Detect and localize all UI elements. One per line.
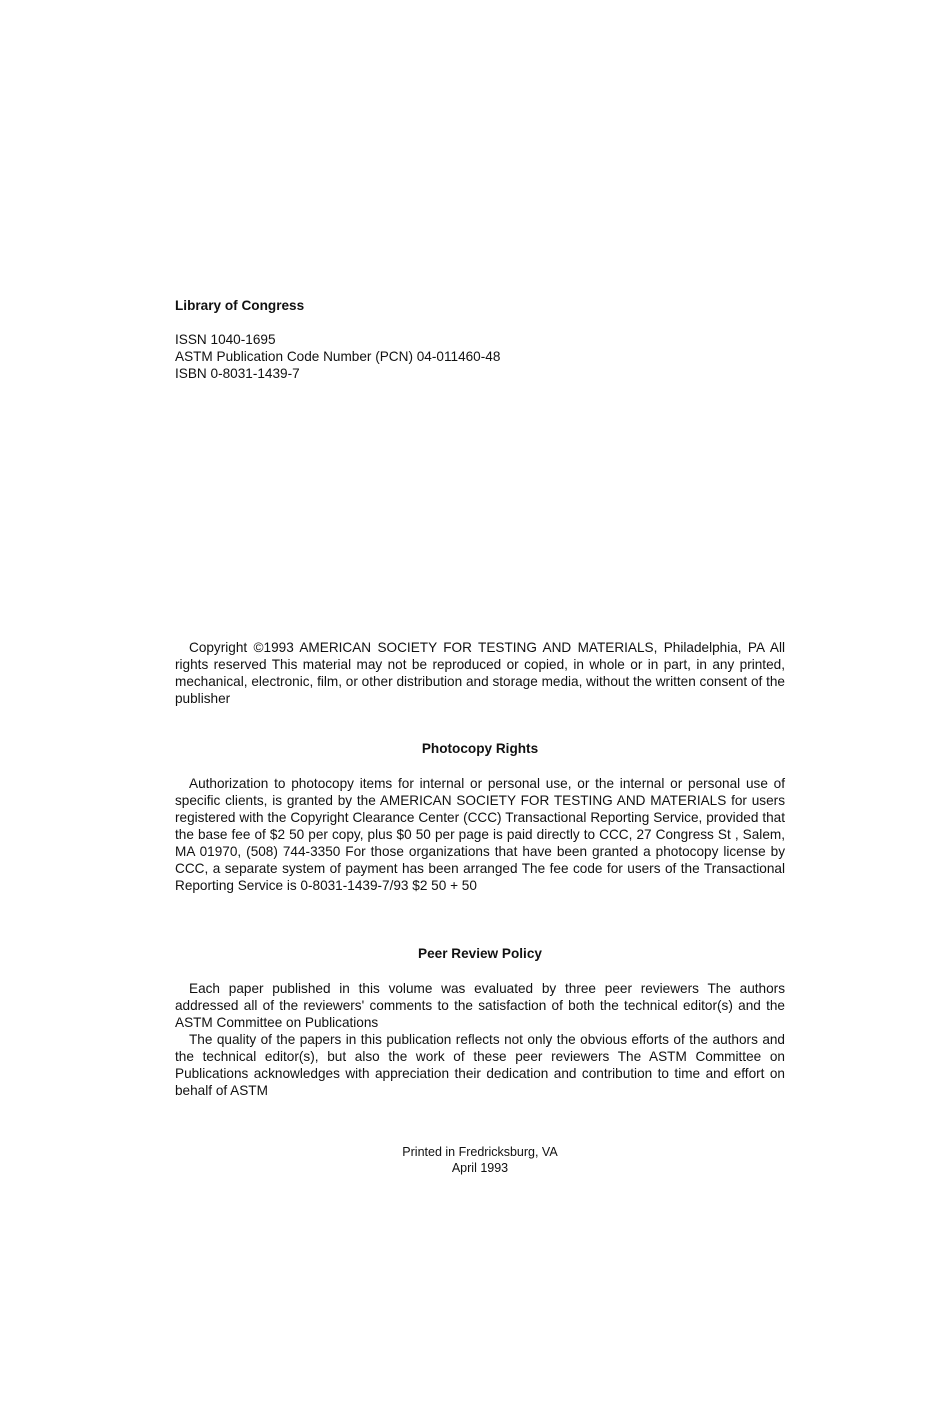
peer-review-section bbox=[175, 980, 785, 1099]
printed-location: Printed in Fredricksburg, VA bbox=[402, 1145, 558, 1159]
copyright-notice: Copyright ©1993 AMERICAN SOCIETY FOR TESTING AND MATERIALS, Philadelphia, PA All rights reserved This material may not be reproduced or copied, in whole or in part, in any printed, mechanical, electronic, film, or other distribution and storage media, without the written consent of the publisher bbox=[175, 640, 785, 706]
printed-date: April 1993 bbox=[451, 1161, 509, 1175]
library-of-congress-section bbox=[175, 297, 785, 382]
printing-info bbox=[175, 1144, 785, 1176]
photocopy-rights-text: Authorization to photocopy items for internal or personal use, or the internal or personal use of specific clients, is granted by the AMERICAN SOCIETY FOR TESTING AND MATERIALS for users registered with the Copyright Clearance Center (CCC) Transactional Reporting Service, provided that the base fee of $2 50 per copy, plus $0 50 per page is paid directly to CCC, 27 Congress St , Salem, MA 01970, (508) 744-3350 For those organizations that have been granted a photocopy license by CCC, a separate system of payment has been arranged The fee code for users of the Transactional Reporting Service is 0-8031-1439-7/93 $2 50 + 50 bbox=[175, 776, 785, 893]
peer-review-paragraph-1: Each paper published in this volume was evaluated by three peer reviewers The authors addressed all of the reviewers' comments to the satisfaction of both the technical editor(s) and the ASTM Committee on Publications bbox=[175, 981, 785, 1030]
photocopy-rights-section bbox=[175, 775, 785, 894]
peer-review-heading: Peer Review Policy bbox=[418, 946, 542, 961]
isbn-line: ISBN 0-8031-1439-7 bbox=[175, 366, 300, 381]
issn-line: ISSN 1040-1695 bbox=[175, 332, 276, 347]
peer-review-paragraph-2: The quality of the papers in this publication reflects not only the obvious efforts of the authors and the technical editor(s), but also the work of these peer reviewers The ASTM Committee on Publications acknowledges with appreciation their dedication and contribution to time and effort on behalf of ASTM bbox=[175, 1032, 785, 1098]
pcn-line: ASTM Publication Code Number (PCN) 04-011460-48 bbox=[175, 349, 501, 364]
library-of-congress-heading: Library of Congress bbox=[175, 298, 305, 313]
copyright-section bbox=[175, 639, 785, 707]
photocopy-rights-heading: Photocopy Rights bbox=[421, 741, 539, 756]
